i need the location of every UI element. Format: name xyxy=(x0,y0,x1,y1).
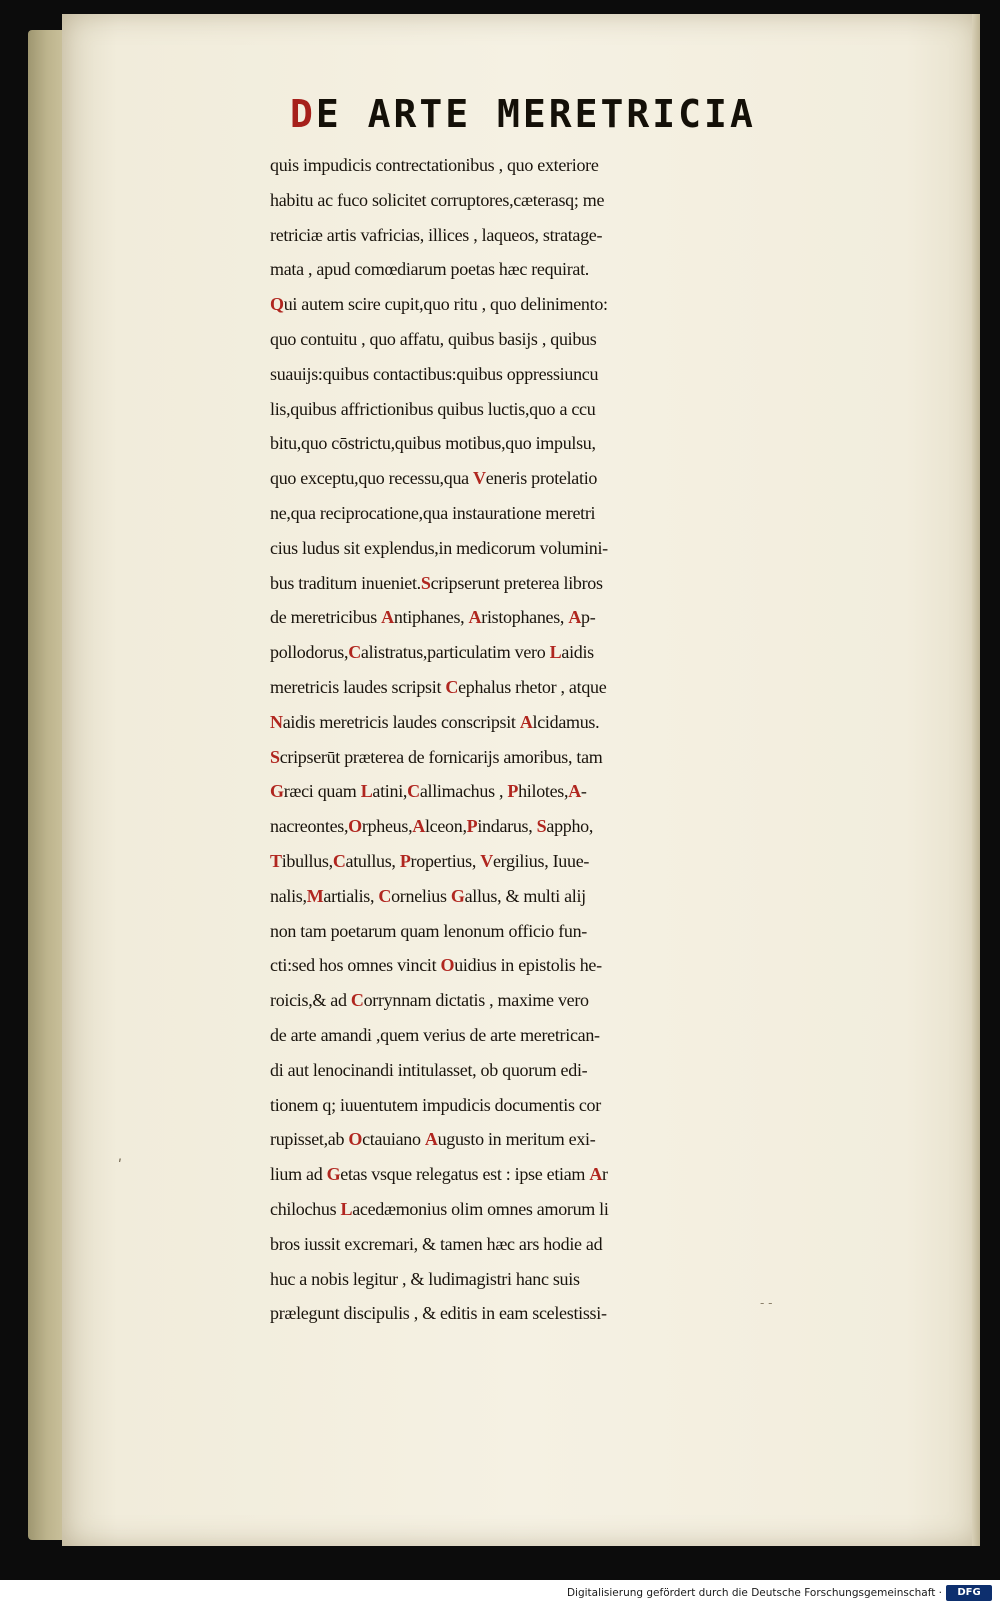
text-line xyxy=(270,879,930,914)
rubricated-initial: C xyxy=(445,676,459,697)
text-segment: meretricis laudes scripsit xyxy=(270,676,446,697)
text-segment: ugusto in meritum exi- xyxy=(437,1129,596,1150)
rubricated-initial: A xyxy=(568,607,582,628)
text-segment: rpheus, xyxy=(361,816,413,837)
text-line xyxy=(270,914,930,949)
rubricated-initial: A xyxy=(424,1129,438,1150)
text-segment: aidis xyxy=(561,642,594,663)
text-segment: ephalus rhetor , atque xyxy=(458,676,607,697)
text-segment: alistratus,particulatim vero xyxy=(360,642,550,663)
text-line xyxy=(270,1088,930,1123)
text-segment: huc a nobis legitur , & ludimagistri hanc suis xyxy=(270,1268,580,1289)
text-line xyxy=(270,566,930,601)
text-line xyxy=(270,287,930,322)
running-head-initial: D xyxy=(290,92,316,136)
text-segment: atullus, xyxy=(345,850,400,871)
text-line xyxy=(270,600,930,635)
text-line xyxy=(270,531,930,566)
text-segment: artialis, xyxy=(323,885,379,906)
text-segment: hilotes, xyxy=(518,781,569,802)
text-line xyxy=(270,809,930,844)
rubricated-initial: G xyxy=(450,885,465,906)
text-line xyxy=(270,948,930,983)
text-segment: cius ludus sit explendus,in medicorum volumini- xyxy=(270,537,608,558)
text-segment: di aut lenocinandi intitulasset, ob quorum edi- xyxy=(270,1059,588,1080)
page-blemish: - - xyxy=(760,1296,773,1310)
text-segment: etas vsque relegatus est : ipse etiam xyxy=(340,1164,590,1185)
rubricated-initial: C xyxy=(332,850,346,871)
rubricated-initial: L xyxy=(340,1198,353,1219)
text-line xyxy=(270,1227,930,1262)
text-line xyxy=(270,148,930,183)
text-segment: ræci quam xyxy=(283,781,361,802)
rubricated-initial: S xyxy=(536,816,547,837)
rubricated-initial: C xyxy=(350,990,364,1011)
text-segment: bus traditum inueniet. xyxy=(270,572,421,593)
rubricated-initial: A xyxy=(412,816,425,837)
text-line xyxy=(270,1262,930,1297)
rubricated-initial: C xyxy=(378,885,392,906)
text-segment: mata , apud comœdiarum poetas hæc requirat. xyxy=(270,259,589,280)
rubricated-initial: A xyxy=(519,711,533,732)
text-segment: ntiphanes, xyxy=(393,607,469,628)
text-segment: bros iussit excremari, & tamen hæc ars hodie ad xyxy=(270,1233,603,1254)
text-segment: - xyxy=(580,781,587,802)
rubricated-initial: A xyxy=(568,781,581,802)
text-segment: ne,qua reciprocatione,qua instauratione meretri xyxy=(270,502,596,523)
rubricated-initial: O xyxy=(348,1129,363,1150)
text-segment: quo contuitu , quo affatu, quibus basijs , quibus xyxy=(270,328,597,349)
text-segment: non tam poetarum quam lenonum officio fun- xyxy=(270,920,587,941)
body-text xyxy=(270,148,930,1324)
text-line xyxy=(270,635,930,670)
text-line xyxy=(270,1296,930,1331)
rubricated-initial: L xyxy=(360,781,373,802)
text-line xyxy=(270,740,930,775)
text-line xyxy=(270,322,930,357)
text-segment: ibullus, xyxy=(281,850,333,871)
running-head xyxy=(290,86,910,142)
text-segment: aidis meretricis laudes conscripsit xyxy=(282,711,520,732)
rubricated-initial: G xyxy=(270,781,284,802)
text-segment: uidius in epistolis he- xyxy=(454,955,602,976)
rubricated-initial: P xyxy=(399,850,411,871)
rubricated-initial: S xyxy=(270,746,280,767)
rubricated-initial: Q xyxy=(270,294,284,315)
rubricated-initial: T xyxy=(270,850,282,871)
text-segment: cripserunt preterea libros xyxy=(430,572,603,593)
text-segment: lcidamus. xyxy=(532,711,600,732)
text-segment: bitu,quo cōstrictu,quibus motibus,quo impulsu, xyxy=(270,433,596,454)
text-segment: de arte amandi ,quem verius de arte meretrican- xyxy=(270,1024,600,1045)
text-line xyxy=(270,392,930,427)
text-segment: allimachus , xyxy=(419,781,508,802)
text-line xyxy=(270,1192,930,1227)
text-line xyxy=(270,670,930,705)
rubricated-initial: A xyxy=(589,1164,603,1185)
text-line xyxy=(270,1157,930,1192)
rubricated-initial: O xyxy=(440,955,455,976)
rubricated-initial: P xyxy=(466,816,478,837)
text-segment: r xyxy=(602,1164,608,1185)
text-segment: acedæmonius olim omnes amorum li xyxy=(352,1198,609,1219)
rubricated-initial: A xyxy=(468,607,482,628)
text-segment: ristophanes, xyxy=(481,607,569,628)
text-segment: rupisset,ab xyxy=(270,1129,349,1150)
text-line xyxy=(270,426,930,461)
text-segment: habitu ac fuco solicitet corruptores,cæterasq; me xyxy=(270,189,605,210)
rubricated-initial: V xyxy=(473,468,486,489)
text-segment: p- xyxy=(581,607,596,628)
text-line xyxy=(270,1018,930,1053)
text-segment: retriciæ artis vafricias, illices , laqueos, stratage- xyxy=(270,224,603,245)
text-segment: suauijs:quibus contactibus:quibus oppressiuncu xyxy=(270,363,599,384)
text-segment: lis,quibus affrictionibus quibus luctis,quo a ccu xyxy=(270,398,596,419)
rubricated-initial: V xyxy=(480,850,493,871)
text-line xyxy=(270,218,930,253)
text-segment: chilochus xyxy=(270,1198,341,1219)
text-segment: allus, & multi alij xyxy=(464,885,586,906)
rubricated-initial: S xyxy=(420,572,431,593)
page-fore-edge xyxy=(972,14,980,1546)
text-segment: tionem q; iuuentutem impudicis documentis cor xyxy=(270,1094,601,1115)
text-segment: prælegunt discipulis , & editis in eam scelestissi- xyxy=(270,1303,607,1324)
rubricated-initial: P xyxy=(507,781,519,802)
text-segment: quo exceptu,quo recessu,qua xyxy=(270,468,474,489)
rubricated-initial: O xyxy=(348,816,362,837)
text-line xyxy=(270,844,930,879)
rubricated-initial: C xyxy=(407,781,420,802)
text-line xyxy=(270,183,930,218)
text-segment: cripserūt præterea de fornicarijs amoribus, tam xyxy=(279,746,603,767)
rubricated-initial: M xyxy=(306,885,324,906)
text-segment: indarus, xyxy=(477,816,537,837)
text-segment: ropertius, xyxy=(410,850,481,871)
rubricated-initial: C xyxy=(348,642,361,663)
text-segment: atini, xyxy=(372,781,408,802)
margin-mark: ʹ xyxy=(118,1158,122,1174)
text-segment: nacreontes, xyxy=(270,816,349,837)
text-line xyxy=(270,1053,930,1088)
text-segment: quis impudicis contrectationibus , quo exteriore xyxy=(270,155,599,175)
rubricated-initial: N xyxy=(270,711,283,732)
text-line xyxy=(270,252,930,287)
text-segment: lceon, xyxy=(424,816,467,837)
text-segment: orrynnam dictatis , maxime vero xyxy=(363,990,589,1011)
text-segment: cti:sed hos omnes vincit xyxy=(270,955,441,976)
text-line xyxy=(270,461,930,496)
dfg-logo: DFG xyxy=(946,1585,992,1601)
digitization-credit: Digitalisierung gefördert durch die Deutsche Forschungsgemeinschaft · xyxy=(566,1587,942,1599)
text-segment: eneris protelatio xyxy=(485,468,598,489)
text-segment: ornelius xyxy=(391,885,451,906)
text-segment: ctauiano xyxy=(362,1129,425,1150)
text-segment: nalis, xyxy=(270,885,307,906)
running-head-text: E ARTE MERETRICIA xyxy=(315,92,756,136)
rubricated-initial: G xyxy=(326,1164,341,1185)
text-segment: appho, xyxy=(546,816,594,837)
text-segment: ui autem scire cupit,quo ritu , quo delinimento: xyxy=(283,294,608,315)
text-line xyxy=(270,496,930,531)
text-line xyxy=(270,983,930,1018)
text-segment: de meretricibus xyxy=(270,607,382,628)
rubricated-initial: A xyxy=(381,607,394,628)
text-segment: ergilius, Iuue- xyxy=(492,850,590,871)
text-segment: pollodorus, xyxy=(270,642,349,663)
text-line xyxy=(270,774,930,809)
text-line xyxy=(270,1122,930,1157)
text-line xyxy=(270,357,930,392)
text-line xyxy=(270,705,930,740)
rubricated-initial: L xyxy=(549,642,562,663)
text-segment: roicis,& ad xyxy=(270,990,351,1011)
text-segment: lium ad xyxy=(270,1164,327,1185)
